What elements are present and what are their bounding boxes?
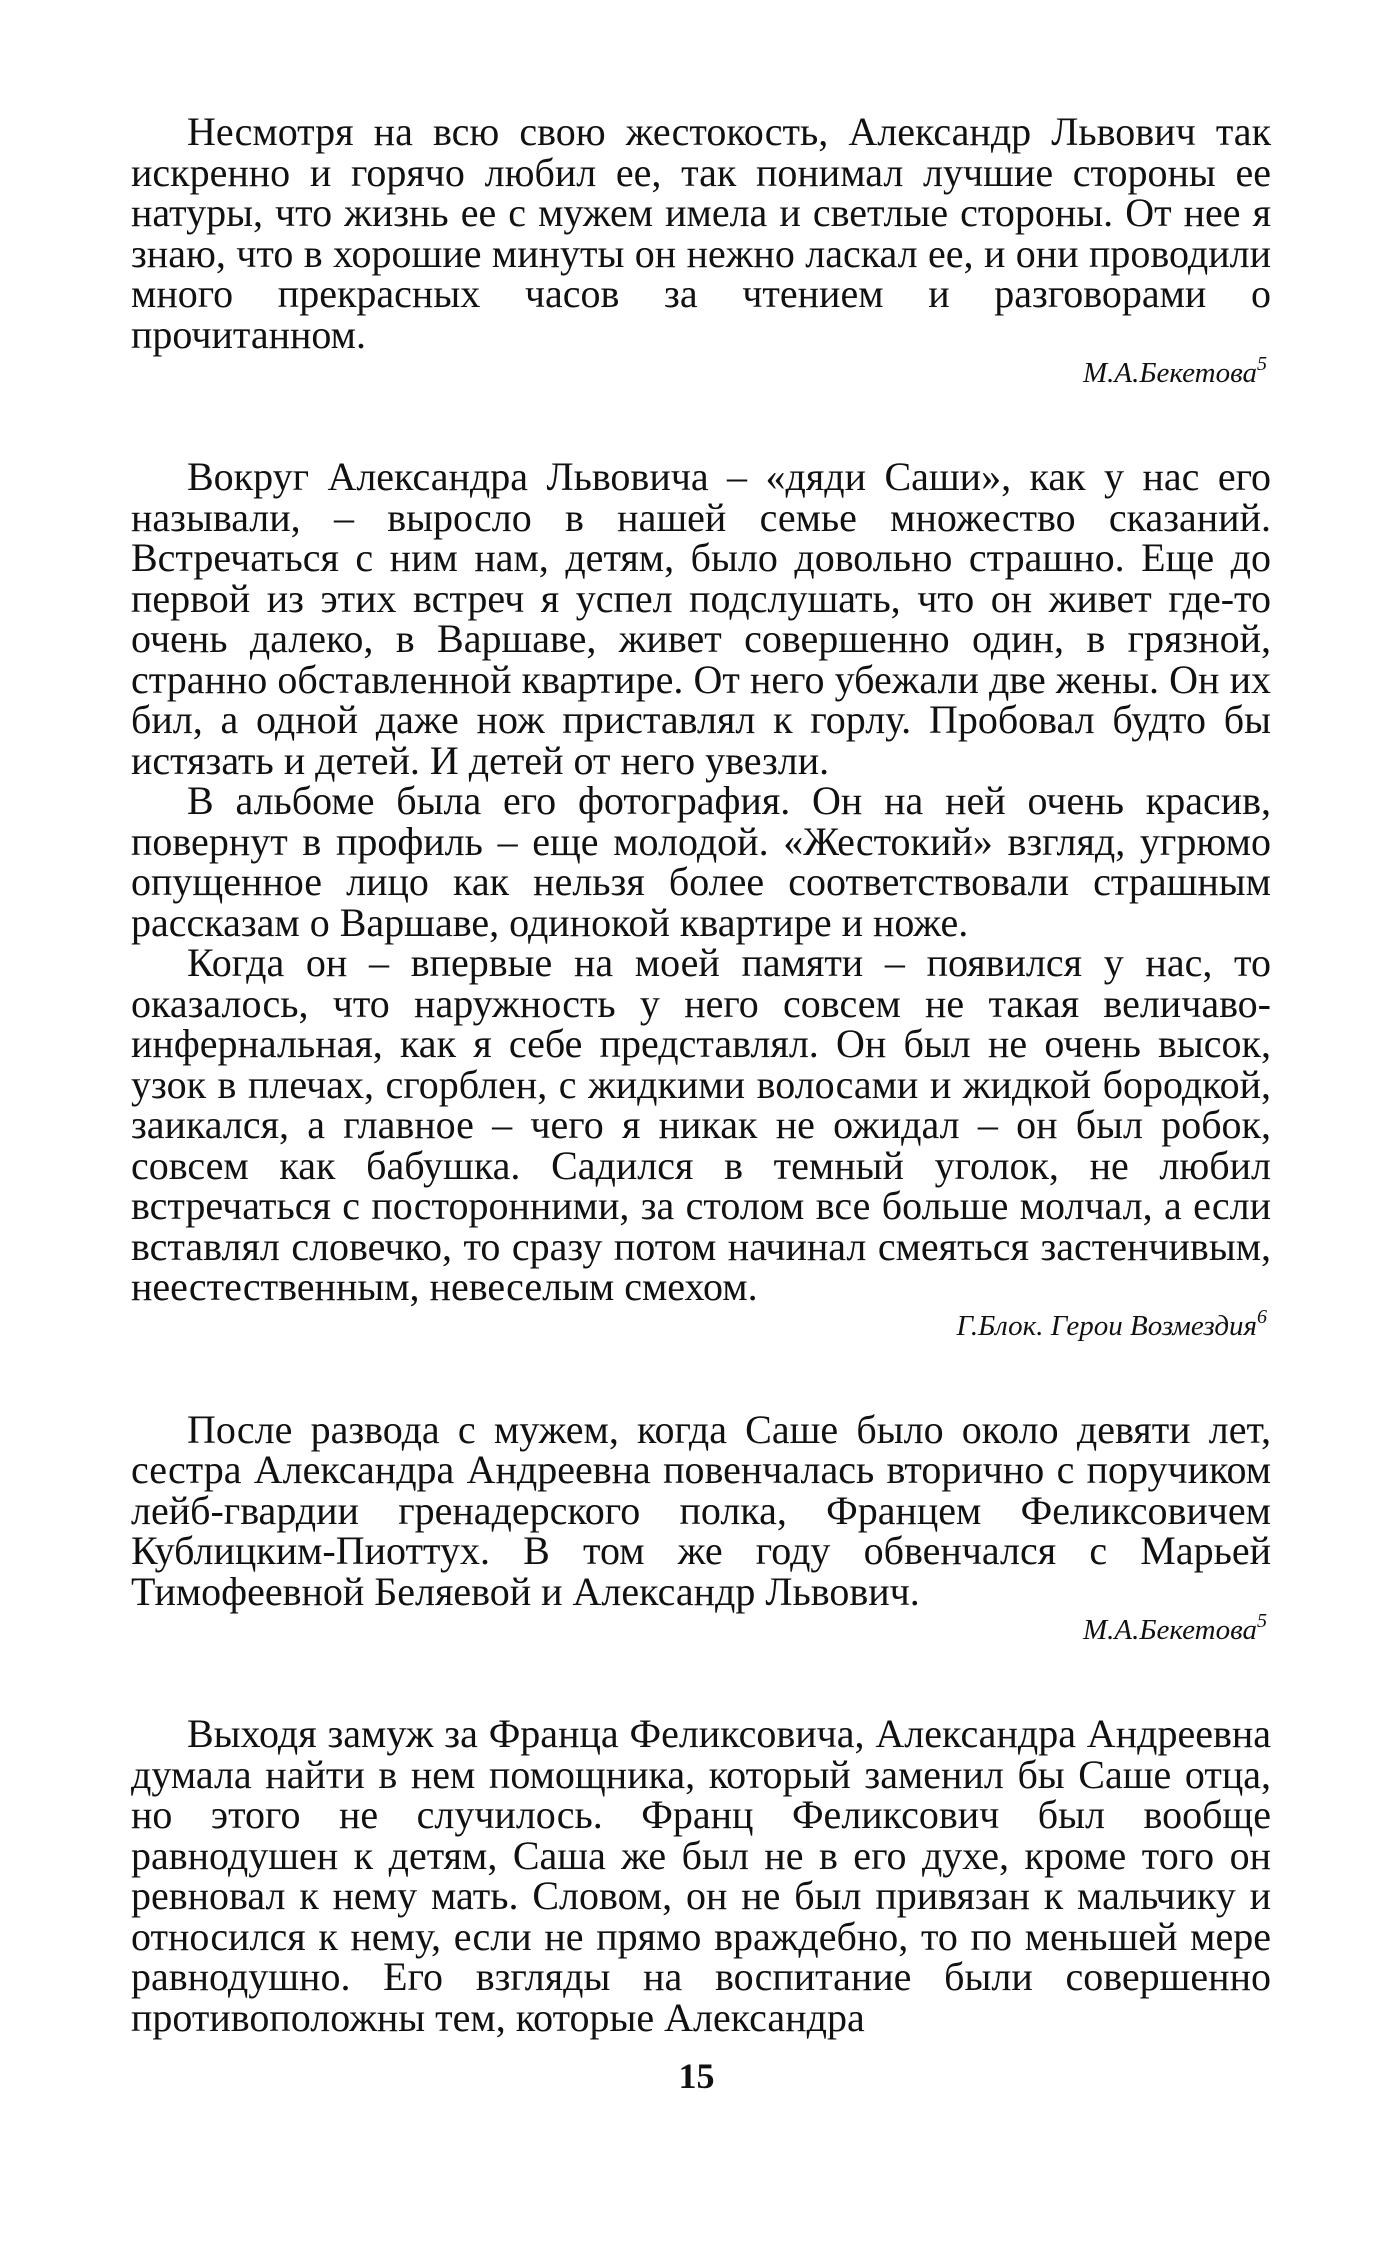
attribution: Г.Блок. Герои Возмездия$^6$ (956, 1305, 1267, 1342)
paragraph: Выходя замуж за Франца Феликсовича, Александра Андреевна думала найти в нем помощника, который заменил бы Саше отца, но этого не случилось. Франц Феликсович был вообще равнодушен к детям, Саша же был не в его духе, кроме того он ревновал к нему мать. Словом, он не был привязан к мальчику и относился к нему, если не прямо враждебно, то по меньшей мере равнодушно. Его взгляды на воспитание были совершенно противоположны тем, которые Александра (131, 1711, 1271, 2040)
footnote-ref: 5 (1257, 353, 1267, 375)
paragraph: Несмотря на всю свою жестокость, Александр Львович так искренно и горячо любил ее, так понимал лучшие стороны ее натуры, что жизнь ее с мужем имела и светлые стороны. От нее я знаю, что в хорошие минуты он нежно ласкал ее, и они проводили много прекрасных часов за чтением и разговорами о прочитанном. (131, 109, 1271, 357)
page-number: 15 (678, 2056, 715, 2096)
attribution: М.А.Бекетова$^5$ (1082, 1610, 1267, 1646)
paragraph: После развода с мужем, когда Саше было около девяти лет, сестра Александра Андреевна повенчалась вторично с поручиком лейб-гвардии гренадерского полка, Францем Феликсовичем Кублицким-Пиоттух. В том же году обвенчался с Марьей Тимофеевной Беляевой и Александр Львович. (131, 1406, 1271, 1614)
excerpt-1 (131, 109, 1271, 391)
paragraph: Когда он – впервые на моей памяти – появился у нас, то оказалось, что наружность у него совсем не такая величаво-инфернальная, как я себе представлял. Он был не очень высок, узок в плечах, сгорблен, с жидкими волосами и жидкой бородкой, заикался, а главное – чего я никак не ожидал – он был робок, совсем как бабушка. Садился в темный уголок, не любил встречаться с посторонними, за столом все больше молчал, а если вставлял словечко, то сразу потом начинал смеяться застенчивым, неестественным, невеселым смехом. (131, 940, 1271, 1309)
excerpt-2 (131, 454, 1271, 1344)
paragraph: В альбоме была его фотография. Он на ней очень красив, повернут в профиль – еще молодой. «Жестокий» взгляд, угрюмо опущенное лицо как нельзя более соответствовали страшным рассказам о Варшаве, одинокой квартире и ноже. (131, 778, 1271, 945)
footnote-ref: 5 (1257, 1610, 1267, 1632)
footnote-ref: 6 (1257, 1305, 1267, 1328)
paragraph: Вокруг Александра Львовича – «дяди Саши», как у нас его называли, – выросло в нашей семье множество сказаний. Встречаться с ним нам, детям, было довольно страшно. Еще до первой из этих встреч я успел подслушать, что он живет где-то очень далеко, в Варшаве, живет совершенно один, в грязной, странно обставленной квартире. От него убежали две жены. Он их бил, а одной даже нож приставлял к горлу. Пробовал будто бы истязать и детей. И детей от него увезли. (131, 454, 1271, 783)
page-content (131, 109, 1271, 2040)
excerpt-4 (131, 1711, 1271, 2040)
excerpt-3 (131, 1406, 1271, 1649)
attribution: М.А.Бекетова$^5$ (1082, 353, 1267, 389)
